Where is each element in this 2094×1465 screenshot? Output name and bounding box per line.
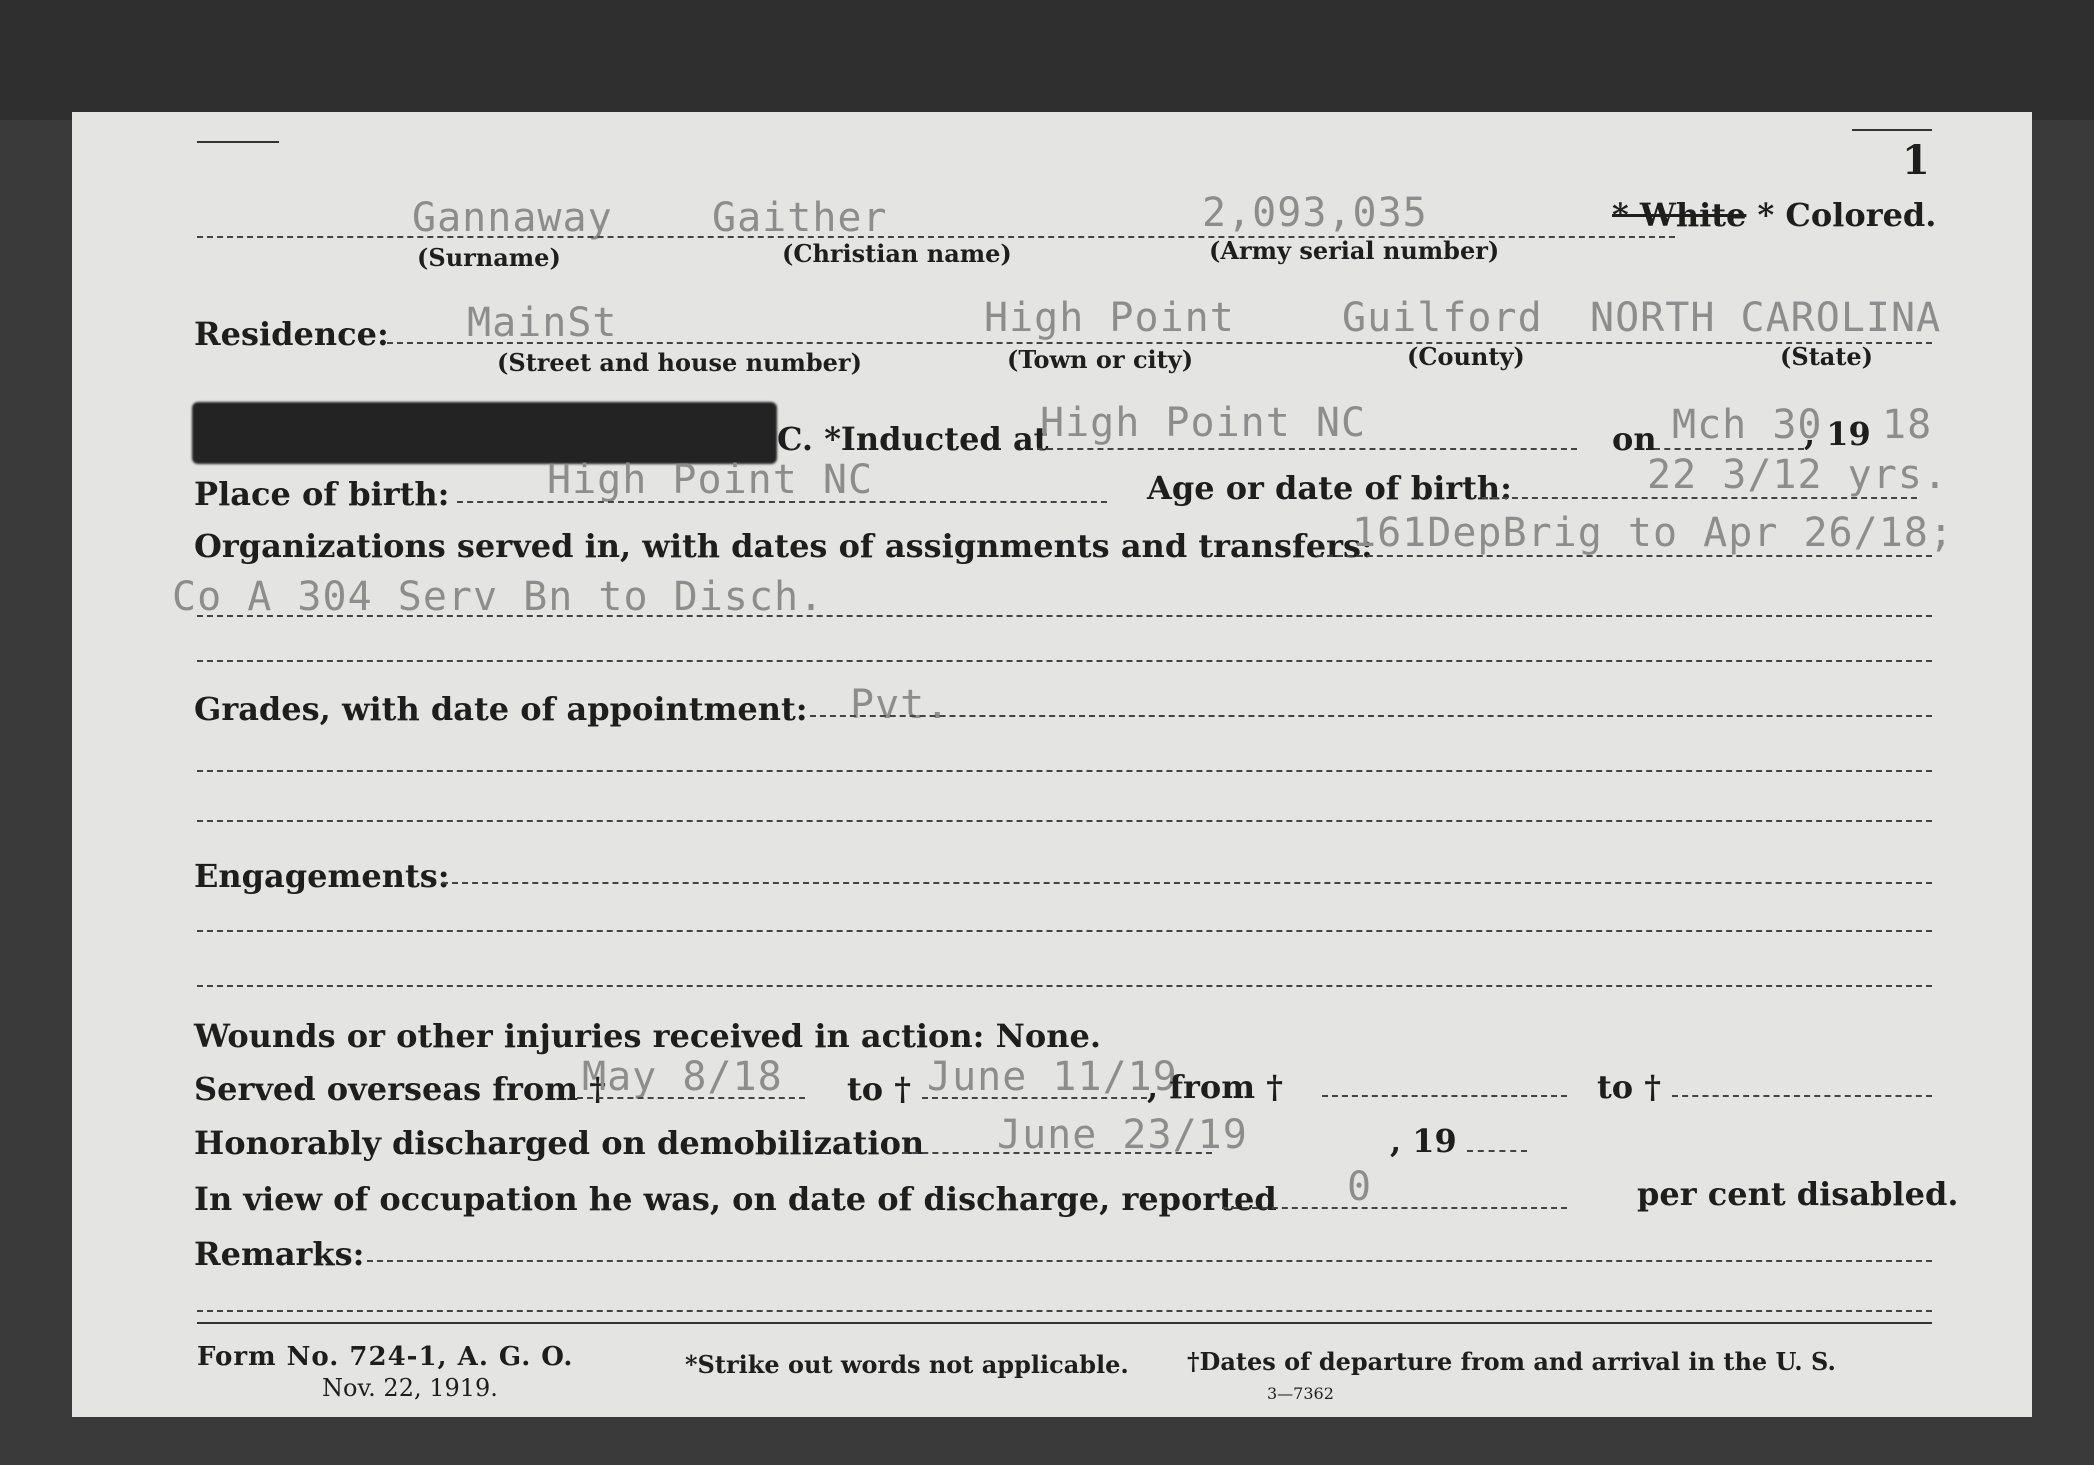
on-label: on [1612, 420, 1657, 458]
organizations-label: Organizations served in, with dates of assignments and transfers: [194, 527, 1373, 565]
overseas-to2-line [1672, 1095, 1932, 1097]
town-value: High Point [984, 295, 1235, 341]
street-value: MainSt [467, 300, 618, 346]
serial-number-caption: (Army serial number) [1209, 236, 1500, 265]
induction-year-prefix: , 19 [1804, 415, 1871, 453]
disability-value: 0 [1347, 1164, 1373, 1210]
overseas-from-value: May 8/18 [582, 1054, 783, 1100]
discharge-year-label: , 19 [1390, 1122, 1457, 1160]
grades-line3 [197, 820, 1932, 822]
organizations-line2 [197, 615, 1932, 617]
serial-number-value: 2,093,035 [1202, 190, 1428, 236]
print-code: 3—7362 [1267, 1384, 1334, 1403]
induction-date-line [1654, 448, 1804, 450]
christian-name-value: Gaither [712, 195, 888, 241]
form-number: Form No. 724-1, A. G. O. [197, 1342, 574, 1372]
christian-name-caption: (Christian name) [782, 239, 1012, 268]
wounds-label: Wounds or other injuries received in action: None. [194, 1017, 1101, 1055]
engagements-label: Engagements: [194, 857, 450, 895]
age-line [1482, 497, 1917, 499]
organizations-line3 [197, 660, 1932, 662]
age-label: Age or date of birth: [1147, 469, 1512, 507]
overseas-from2-line [1322, 1095, 1567, 1097]
footer-rule [197, 1322, 1932, 1324]
residence-line [387, 342, 1932, 344]
disability-line [1222, 1207, 1567, 1209]
organizations-line1-value: 161DepBrig to Apr 26/18; [1352, 510, 1954, 556]
disability-label: In view of occupation he was, on date of discharge, reported [194, 1180, 1277, 1218]
remarks-line2 [197, 1310, 1932, 1312]
grades-line2 [197, 770, 1932, 772]
colored-label: * Colored. [1757, 196, 1937, 234]
overseas-from-label: Served overseas from † [194, 1070, 606, 1108]
engagements-line2 [197, 930, 1932, 932]
organizations-line2-value: Co A 304 Serv Bn to Disch. [172, 574, 825, 620]
strike-out-note: *Strike out words not applicable. [685, 1350, 1129, 1379]
induction-year-value: 18 [1882, 402, 1933, 448]
grades-value: Pvt. [850, 682, 951, 728]
street-caption: (Street and house number) [497, 348, 862, 377]
race-field [1612, 196, 1936, 234]
overseas-from-line [577, 1097, 805, 1099]
engagements-line1 [442, 882, 1932, 884]
grades-line1 [810, 715, 1932, 717]
place-of-birth-label: Place of birth: [194, 475, 450, 513]
inducted-place-value: High Point NC [1040, 400, 1367, 446]
place-of-birth-value: High Point NC [547, 457, 874, 503]
grades-label: Grades, with date of appointment: [194, 690, 808, 728]
white-label: * White [1612, 196, 1747, 234]
surname-value: Gannaway [412, 195, 613, 241]
remarks-line1 [367, 1260, 1932, 1262]
age-value: 22 3/12 yrs. [1647, 452, 1948, 498]
card-number: 1 [1902, 137, 1930, 184]
service-record-card [72, 112, 2032, 1417]
overseas-to-value: June 11/19 [927, 1054, 1178, 1100]
county-caption: (County) [1407, 342, 1525, 371]
redaction-mark [192, 402, 777, 464]
overseas-to-label: to † [847, 1070, 911, 1108]
top-left-rule [197, 141, 279, 143]
discharge-year-line [1467, 1150, 1527, 1152]
inducted-place-line [1037, 448, 1577, 450]
dates-note: †Dates of departure from and arrival in the U. S. [1187, 1347, 1836, 1376]
overseas-from2-label: , from † [1147, 1068, 1283, 1106]
top-right-rule [1852, 129, 1932, 131]
overseas-to-line [922, 1097, 1147, 1099]
form-date: Nov. 22, 1919. [322, 1374, 498, 1402]
disability-suffix: per cent disabled. [1637, 1175, 1959, 1213]
town-caption: (Town or city) [1007, 345, 1194, 374]
overseas-to2-label: to † [1597, 1068, 1661, 1106]
organizations-line1 [1317, 555, 1932, 557]
surname-caption: (Surname) [417, 243, 561, 272]
inducted-at-label: C. *Inducted at [777, 420, 1049, 458]
place-of-birth-line [457, 501, 1107, 503]
induction-date-value: Mch 30 [1672, 402, 1823, 448]
residence-label: Residence: [194, 315, 389, 353]
remarks-label: Remarks: [194, 1235, 365, 1273]
engagements-line3 [197, 985, 1932, 987]
state-value: NORTH CAROLINA [1590, 295, 1942, 341]
discharge-label: Honorably discharged on demobilization [194, 1124, 925, 1162]
discharge-line [902, 1152, 1212, 1154]
discharge-value: June 23/19 [997, 1112, 1248, 1158]
scan-background [0, 0, 2094, 120]
state-caption: (State) [1780, 342, 1874, 371]
county-value: Guilford [1342, 295, 1543, 341]
